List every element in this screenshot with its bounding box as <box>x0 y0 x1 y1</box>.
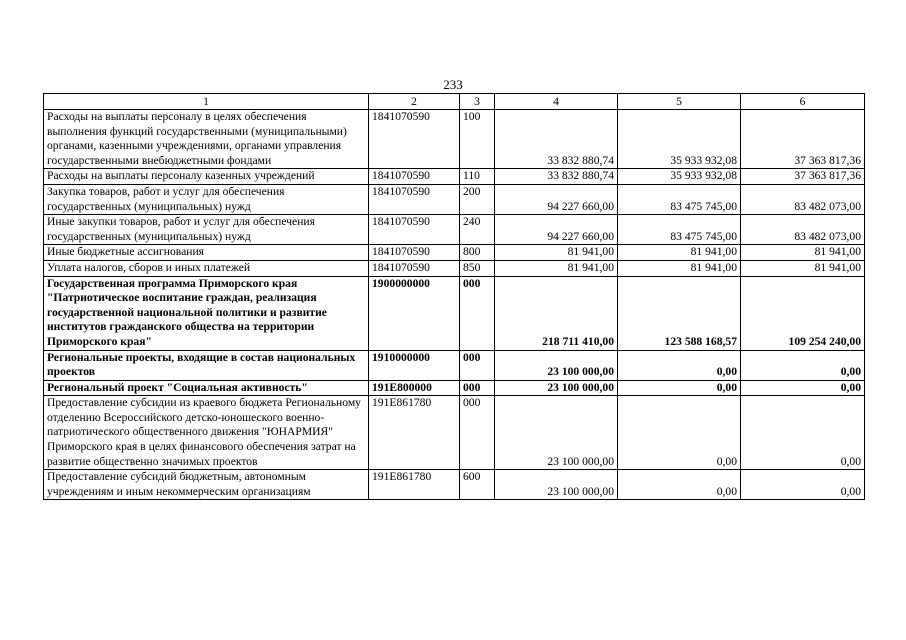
row-name: Государственная программа Приморского края "Патриотическое воспитание граждан, реализация государственной национальной политики и развитие институтов гражданского общества на территории Приморского края" <box>44 276 369 350</box>
row-target-code: 1841070590 <box>369 184 460 214</box>
row-expense-type: 800 <box>460 245 495 261</box>
table-row <box>44 350 865 380</box>
row-target-code: 1900000000 <box>369 276 460 350</box>
table-row <box>44 169 865 185</box>
row-amount-year-2: 0,00 <box>618 350 741 380</box>
row-amount-year-2: 123 588 168,57 <box>618 276 741 350</box>
table-row <box>44 396 865 470</box>
row-expense-type: 850 <box>460 260 495 276</box>
row-amount-year-2: 81 941,00 <box>618 260 741 276</box>
row-name: Иные бюджетные ассигнования <box>44 245 369 261</box>
row-name: Закупка товаров, работ и услуг для обеспечения государственных (муниципальных) нужд <box>44 184 369 214</box>
row-amount-year-2: 35 933 932,08 <box>618 169 741 185</box>
row-expense-type: 000 <box>460 350 495 380</box>
table-row <box>44 245 865 261</box>
row-target-code: 1910000000 <box>369 350 460 380</box>
table-row <box>44 380 865 396</box>
table-row <box>44 184 865 214</box>
row-amount-year-1: 23 100 000,00 <box>495 396 618 470</box>
row-target-code: 191E800000 <box>369 380 460 396</box>
row-expense-type: 100 <box>460 110 495 169</box>
row-name: Уплата налогов, сборов и иных платежей <box>44 260 369 276</box>
row-amount-year-1: 23 100 000,00 <box>495 470 618 500</box>
row-amount-year-3: 0,00 <box>741 396 865 470</box>
row-amount-year-2: 35 933 932,08 <box>618 110 741 169</box>
row-amount-year-3: 37 363 817,36 <box>741 169 865 185</box>
row-amount-year-3: 0,00 <box>741 380 865 396</box>
row-name: Предоставление субсидий бюджетным, автономным учреждениям и иным некоммерческим организациям <box>44 470 369 500</box>
row-amount-year-2: 83 475 745,00 <box>618 215 741 245</box>
row-amount-year-2: 0,00 <box>618 470 741 500</box>
row-expense-type: 200 <box>460 184 495 214</box>
row-target-code: 191E861780 <box>369 396 460 470</box>
column-number-6: 6 <box>741 94 865 110</box>
table-row <box>44 260 865 276</box>
row-name: Расходы на выплаты персоналу в целях обеспечения выполнения функций государственными (муниципальными) органами, казенными учреждениями, органами управления государственными внебюджетными фондами <box>44 110 369 169</box>
row-amount-year-1: 81 941,00 <box>495 260 618 276</box>
table-row <box>44 276 865 350</box>
row-amount-year-2: 81 941,00 <box>618 245 741 261</box>
row-amount-year-3: 81 941,00 <box>741 260 865 276</box>
row-target-code: 1841070590 <box>369 215 460 245</box>
column-number-3: 3 <box>460 94 495 110</box>
row-amount-year-1: 81 941,00 <box>495 245 618 261</box>
row-amount-year-2: 0,00 <box>618 380 741 396</box>
row-amount-year-3: 83 482 073,00 <box>741 215 865 245</box>
column-number-row <box>44 94 865 110</box>
column-number-2: 2 <box>369 94 460 110</box>
row-expense-type: 000 <box>460 380 495 396</box>
row-target-code: 1841070590 <box>369 245 460 261</box>
table-row <box>44 470 865 500</box>
row-expense-type: 000 <box>460 276 495 350</box>
column-number-1: 1 <box>44 94 369 110</box>
row-amount-year-2: 0,00 <box>618 396 741 470</box>
row-amount-year-3: 83 482 073,00 <box>741 184 865 214</box>
row-amount-year-1: 218 711 410,00 <box>495 276 618 350</box>
column-number-5: 5 <box>618 94 741 110</box>
budget-table <box>43 93 865 500</box>
row-amount-year-1: 23 100 000,00 <box>495 350 618 380</box>
row-name: Расходы на выплаты персоналу казенных учреждений <box>44 169 369 185</box>
row-amount-year-1: 94 227 660,00 <box>495 215 618 245</box>
row-expense-type: 000 <box>460 396 495 470</box>
row-amount-year-3: 37 363 817,36 <box>741 110 865 169</box>
table-row <box>44 110 865 169</box>
row-expense-type: 600 <box>460 470 495 500</box>
row-name: Иные закупки товаров, работ и услуг для обеспечения государственных (муниципальных) нужд <box>44 215 369 245</box>
row-amount-year-3: 0,00 <box>741 470 865 500</box>
row-expense-type: 240 <box>460 215 495 245</box>
row-target-code: 1841070590 <box>369 169 460 185</box>
row-target-code: 191E861780 <box>369 470 460 500</box>
row-amount-year-2: 83 475 745,00 <box>618 184 741 214</box>
page-number: 233 <box>443 77 463 92</box>
row-name: Региональный проект "Социальная активность" <box>44 380 369 396</box>
row-amount-year-3: 0,00 <box>741 350 865 380</box>
row-amount-year-3: 81 941,00 <box>741 245 865 261</box>
row-name: Предоставление субсидии из краевого бюджета Региональному отделению Всероссийского детско-юношеского военно-патриотического общественного движения "ЮНАРМИЯ" Приморского края в целях финансового обеспечения затрат на развитие общественно значимых проектов <box>44 396 369 470</box>
row-amount-year-1: 23 100 000,00 <box>495 380 618 396</box>
row-target-code: 1841070590 <box>369 260 460 276</box>
row-amount-year-1: 94 227 660,00 <box>495 184 618 214</box>
row-amount-year-3: 109 254 240,00 <box>741 276 865 350</box>
row-amount-year-1: 33 832 880,74 <box>495 169 618 185</box>
table-row <box>44 215 865 245</box>
column-number-4: 4 <box>495 94 618 110</box>
row-amount-year-1: 33 832 880,74 <box>495 110 618 169</box>
row-expense-type: 110 <box>460 169 495 185</box>
row-target-code: 1841070590 <box>369 110 460 169</box>
row-name: Региональные проекты, входящие в состав национальных проектов <box>44 350 369 380</box>
